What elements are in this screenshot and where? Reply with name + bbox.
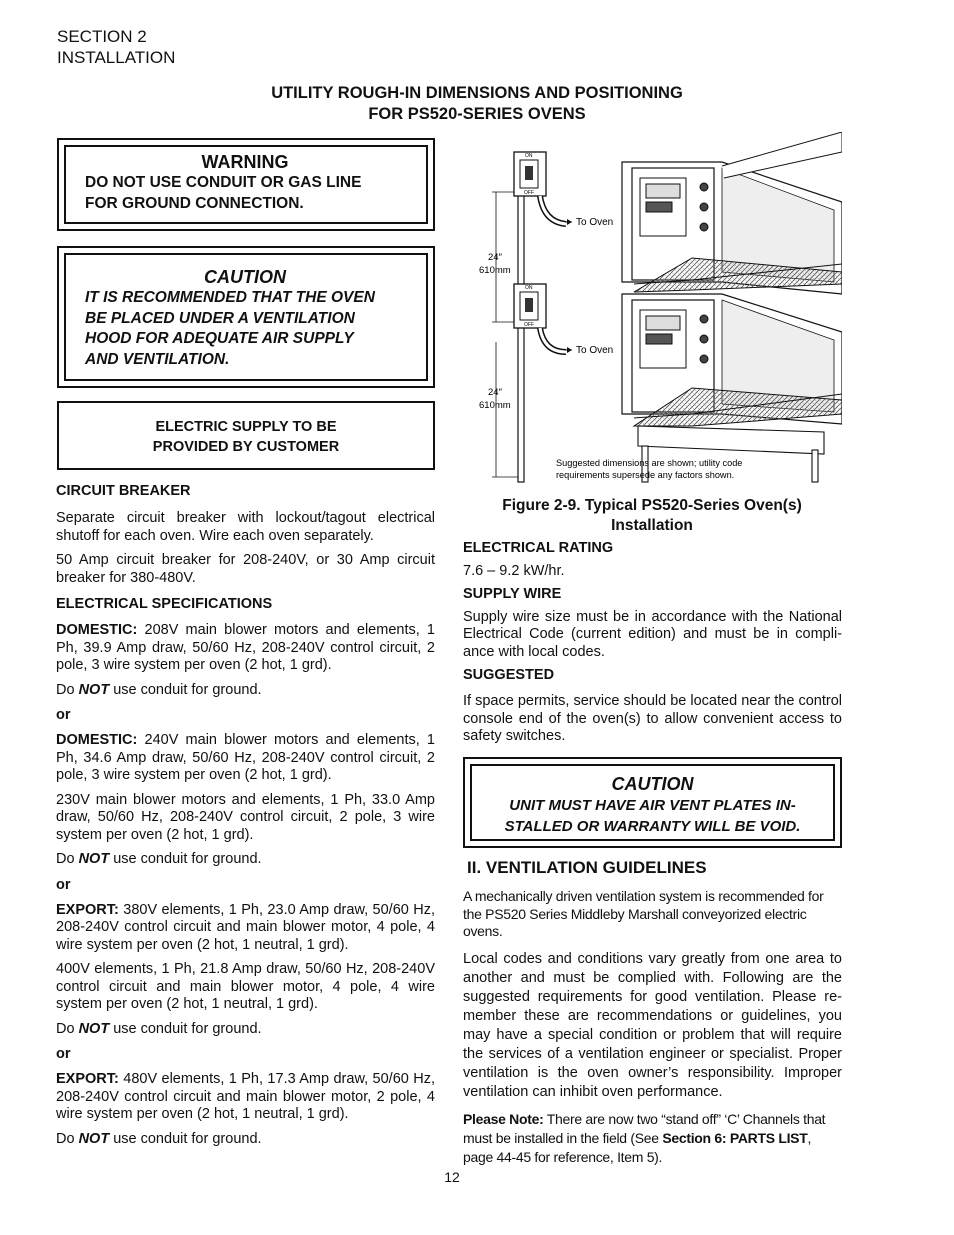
p400-paragraph: 400V elements, 1 Ph, 21.8 Amp draw, 50/60 Hz, 208-240V control circuit and main blower motor, 4 pole, 4 wire system per oven (2 hot, 1 neutral, 1 grd). [56, 961, 435, 1012]
no-conduit-note-1 [56, 682, 435, 700]
or-separator-3: or [56, 1046, 71, 1062]
ventilation-p2: Local codes and conditions vary greatly from one area to another and must be complied with. Following are the suggested requirements for good ventilation. Please re-member these are recommendations or guidelines, you may have a special condition or problem that will require the services of a ventilation engineer or specialist. Proper ventilation is the oven owner’s responsibility. Improper ventilation can inhibit oven performance. [463, 950, 842, 1100]
figure-caption-line2: Installation [611, 517, 693, 534]
lower-switch-on-label: ON [525, 285, 533, 291]
no-conduit-note-3 [56, 1021, 435, 1039]
ground-text: use conduit for ground. [109, 681, 262, 698]
upper-switch-off-label: OFF [524, 190, 534, 196]
parts-list-reference: Section 6: PARTS LIST [662, 1129, 808, 1146]
conduit-pipe [518, 192, 524, 482]
or-separator-1: or [56, 707, 71, 723]
domestic-label: DOMESTIC: [56, 732, 138, 748]
export-380-text: 380V elements, 1 Ph, 23.0 Amp draw, 50/60 Hz, 208-240V control circuit and main blower motor, 4 pole, 4 wire system per oven (2 hot, 1 neutral, 1 grd). [56, 901, 435, 953]
ventilation-note [463, 1110, 842, 1167]
caution-box-ventilation [57, 246, 435, 388]
export-480-text: 480V elements, 1 Ph, 17.3 Amp draw, 50/60 Hz, 208-240V control circuit and main blower motor, 2 pole, 4 wire system per oven (2 hot, 1 neutral, 1 grd). [56, 1071, 435, 1122]
right-column [463, 540, 842, 746]
caution-text [85, 288, 411, 370]
caution2-line1: UNIT MUST HAVE AIR VENT PLATES IN- [509, 797, 796, 814]
section-label: SECTION 2 [57, 27, 147, 46]
ventilation-heading: II. VENTILATION GUIDELINES [467, 858, 707, 877]
warning-text [85, 173, 361, 214]
ground-text: use conduit for ground. [109, 1020, 262, 1037]
dimension-lower-in: 24″ [488, 387, 502, 398]
caution-line3: HOOD FOR ADEQUATE AIR SUPPLY [85, 330, 354, 347]
oven-installation-figure [462, 132, 842, 488]
caution2-title: CAUTION [611, 774, 694, 794]
caution-line2: BE PLACED UNDER A VENTILATION [85, 309, 355, 327]
domestic-label: DOMESTIC: [56, 622, 138, 638]
domestic-240-text: 240V main blower motors and elements, 1 Ph, 34.6 Amp draw, 50/60 Hz, 208-240V control circuit, 2 pole, 3 wire system per oven (2 hot, 1 grd). [56, 732, 435, 783]
caution2-text [465, 796, 840, 837]
figure-caption [462, 496, 842, 536]
lower-switch-off-label: OFF [524, 322, 534, 328]
page-title-line2: FOR PS520-SERIES OVENS [368, 105, 586, 123]
not-label: NOT [78, 1130, 110, 1147]
not-label: NOT [78, 681, 110, 698]
note-end: , page 44-45 for reference, Item 5). [463, 1129, 812, 1165]
warning-box [57, 138, 435, 231]
upper-oven [622, 132, 842, 294]
upper-disconnect-switch [514, 152, 546, 196]
domestic-240-paragraph [56, 732, 435, 785]
export-label: EXPORT: [56, 1071, 119, 1087]
electric-supply-text [59, 417, 433, 457]
ground-text: use conduit for ground. [109, 851, 262, 867]
domestic-208-text: 208V main blower motors and elements, 1 Ph, 39.9 Amp draw, 50/60 Hz, 208-240V control circuit, 2 pole, 3 wire system per oven (2 hot, 1 grd). [56, 622, 435, 673]
domestic-208-paragraph [56, 622, 435, 675]
dimension-upper-mm: 610mm [479, 265, 511, 276]
circuit-breaker-p1: Separate circuit breaker with lockout/tagout electrical shutoff for each oven. Wire each oven separately. [56, 510, 435, 544]
warning-line1: DO NOT USE CONDUIT OR GAS LINE [85, 174, 362, 191]
page-title-line1: UTILITY ROUGH-IN DIMENSIONS AND POSITIONING [271, 84, 683, 102]
suggested-heading: SUGGESTED [463, 667, 555, 683]
supply-wire-heading: SUPPLY WIRE [463, 585, 562, 602]
electrical-rating-heading: ELECTRICAL RATING [463, 540, 614, 556]
electric-supply-line1: ELECTRIC SUPPLY TO BE [155, 419, 337, 435]
p230-paragraph: 230V main blower motors and elements, 1 Ph, 33.0 Amp draw, 50/60 Hz, 208-240V control circuit, 2 pole, 3 wire system per oven (2 hot, 1 grd). [56, 791, 435, 843]
export-480-paragraph [56, 1071, 435, 1124]
section-name: INSTALLATION [57, 48, 176, 67]
circuit-breaker-heading: CIRCUIT BREAKER [56, 483, 191, 499]
electric-supply-line2: PROVIDED BY CUSTOMER [152, 439, 340, 455]
figure-note-line2: requirements supersede any factors shown. [556, 470, 735, 480]
note-label: Please Note: [463, 1110, 544, 1127]
no-conduit-note-2 [56, 851, 435, 869]
lower-disconnect-switch [514, 284, 546, 328]
no-conduit-note-4 [56, 1131, 435, 1149]
not-label: NOT [78, 1020, 110, 1037]
dimension-upper-in: 24″ [488, 252, 502, 263]
page-title [0, 83, 954, 125]
do-label: Do [56, 851, 79, 867]
page-number: 12 [444, 1169, 460, 1185]
caution2-line2: STALLED OR WARRANTY WILL BE VOID. [504, 817, 801, 835]
dimension-lines [492, 192, 518, 477]
ventilation-p1: A mechanically driven ventilation system is recommended for the PS520 Series Middleby Marshall conveyorized electric ovens. [463, 888, 824, 939]
export-380-paragraph [56, 902, 435, 955]
suggested-text: If space permits, service should be located near the control console end of the oven(s) to allow convenient access to safety switches. [463, 693, 842, 744]
left-column [56, 483, 435, 1148]
not-label: NOT [78, 851, 110, 867]
to-oven-label-upper: To Oven [576, 217, 614, 228]
warning-title: WARNING [201, 152, 289, 172]
supply-wire-text: Supply wire size must be in accordance with the National Electrical Code (current edition) and must be in compli-ance with local codes. [463, 608, 842, 660]
electrical-specs-heading: ELECTRICAL SPECIFICATIONS [56, 596, 273, 612]
caution-line4: AND VENTILATION. [85, 350, 230, 368]
circuit-breaker-p2: 50 Amp circuit breaker for 208-240V, or 30 Amp circuit breaker for 380-480V. [56, 552, 435, 586]
to-oven-label-lower: To Oven [576, 345, 614, 356]
electrical-rating-value: 7.6 – 9.2 kW/hr. [463, 563, 565, 579]
ventilation-section [463, 857, 842, 1167]
export-label: EXPORT: [56, 901, 119, 918]
figure-caption-line1: Figure 2-9. Typical PS520-Series Oven(s) [502, 497, 802, 514]
do-label: Do [56, 1130, 79, 1147]
caution-line1: IT IS RECOMMENDED THAT THE OVEN [85, 289, 375, 306]
figure-note-line1: Suggested dimensions are shown; utility code [556, 458, 743, 468]
lower-oven [622, 294, 842, 426]
caution-box-vent-plates [463, 757, 842, 848]
section-header [57, 26, 175, 68]
dimension-lower-mm: 610mm [479, 400, 511, 411]
do-label: Do [56, 681, 79, 698]
do-label: Do [56, 1020, 79, 1037]
electric-supply-box [57, 401, 435, 470]
or-separator-2: or [56, 876, 71, 893]
ground-text: use conduit for ground. [109, 1130, 262, 1147]
warning-line2: FOR GROUND CONNECTION. [85, 194, 304, 212]
note-text: There are now two “stand off” ‘C’ Channels that must be installed in the field (See [463, 1110, 826, 1146]
caution-title: CAUTION [204, 267, 286, 287]
upper-switch-on-label: ON [525, 153, 533, 159]
